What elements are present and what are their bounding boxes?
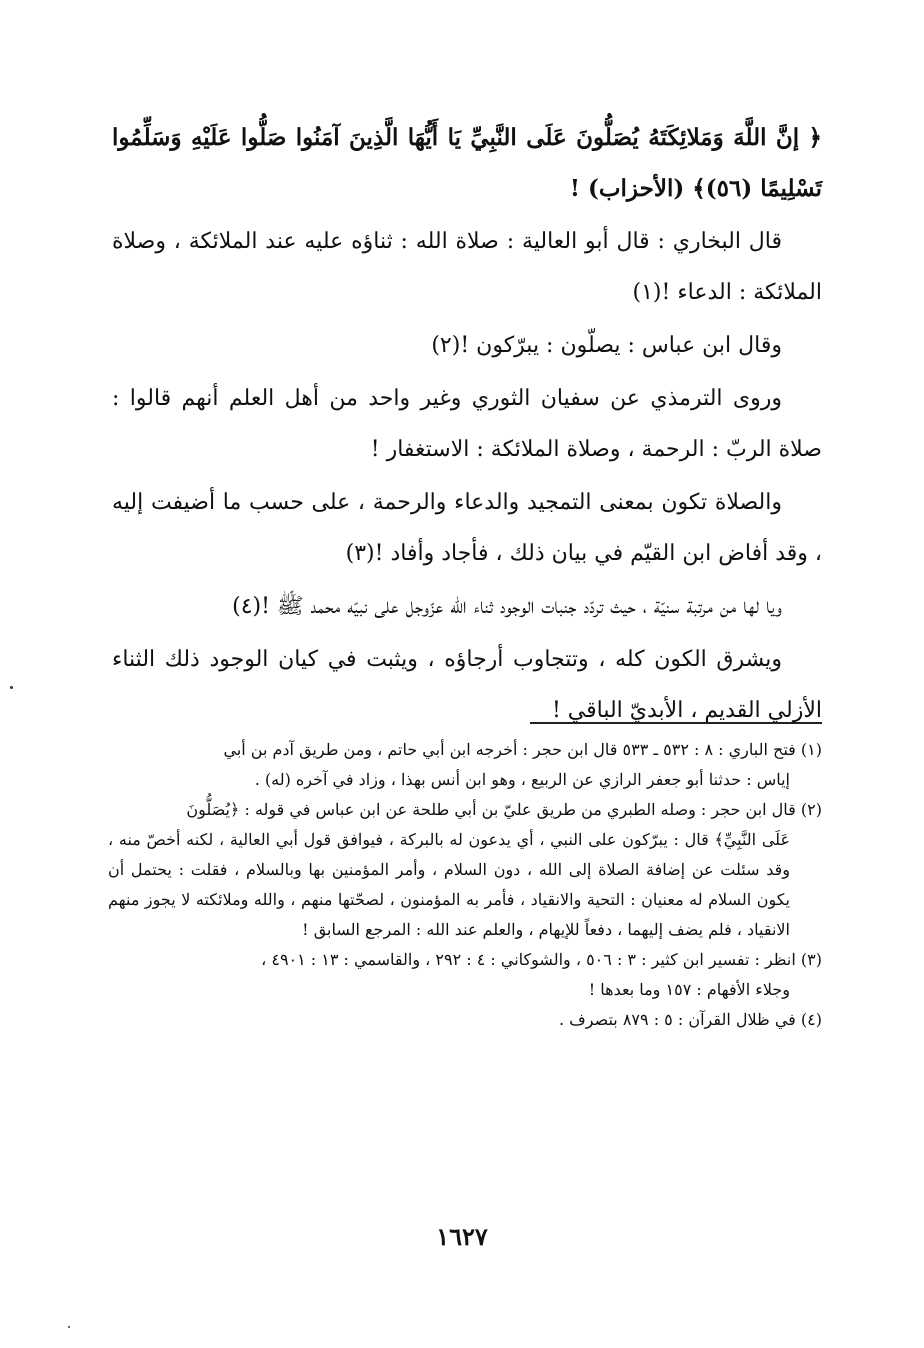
footnote-1-first-line: (١) فتح الباري : ٨ : ٥٣٢ ـ ٥٣٣ قال ابن حجر : أخرجه ابن أبي حاتم ، ومن طريق آدم بن أبي — [223, 740, 822, 759]
footnote-4 — [108, 1005, 822, 1035]
scan-speck — [10, 686, 13, 689]
footnote-3-continuation: وجلاء الأفهام : ١٥٧ وما بعدها ! — [588, 980, 790, 999]
paragraph-universe: ويشرق الكون كله ، وتتجاوب أرجاؤه ، ويثبت في كيان الوجود ذلك الثناء الأزلي القديم ، الأبديّ الباقي ! — [112, 647, 822, 723]
page-number: ١٦٢٧ — [436, 1222, 488, 1251]
footnote-divider — [530, 722, 822, 724]
main-text — [112, 112, 822, 738]
paragraph-salat-meaning: والصلاة تكون بمعنى التمجيد والدعاء والرحمة ، على حسب ما أضيفت إليه ، وقد أفاض ابن القيّم في بيان ذلك ، فأجاد وأفاد !(٣) — [112, 490, 822, 566]
paragraph-bukhari: قال البخاري : قال أبو العالية : صلاة الله : ثناؤه عليه عند الملائكة ، وصلاة الملائكة : الدعاء !(١) — [112, 229, 822, 305]
footnote-3-first-line: (٣) انظر : تفسير ابن كثير : ٣ : ٥٠٦ ، والشوكاني : ٤ : ٢٩٢ ، والقاسمي : ١٣ : ٤٩٠١ ، — [261, 950, 822, 969]
footnote-1 — [108, 735, 822, 795]
footnote-3 — [108, 945, 822, 1005]
scan-speck — [68, 1326, 70, 1328]
paragraph-high-rank: ويا لها من مرتبة سنيّة ، حيث تردّد جنبات الوجود ثناء الله عزّوجل على نبيّه محمد ﷺ !(٤) — [232, 594, 782, 619]
footnote-2-continuation: عَلَى النَّبِيِّ﴾ قال : يبرّكون على النبي ، أي يدعون له بالبركة ، فيوافق قول أبي العالية ، لكنه أخصّ منه ، وقد سئلت عن إضافة الصلاة إلى الله ، دون السلام ، وأمر المؤمنين بها وبالسلام ، فقلت : يحتمل أن يكون السلام له معنيان : التحية والانقياد ، فأمر به المؤمنون ، لصحّتها منهم ، والله وملائكته لا يجوز منهم الانقياد ، فلم يضف إليهما ، دفعاً للإيهام ، والعلم عند الله : المرجع السابق ! — [108, 830, 790, 939]
footnote-4-first-line: (٤) في ظلال القرآن : ٥ : ٨٧٩ بتصرف . — [559, 1010, 822, 1029]
footnote-2 — [108, 795, 822, 945]
footnotes — [108, 735, 822, 1035]
footnote-1-continuation: إياس : حدثنا أبو جعفر الرازي عن الربيع ، وهو ابن أنس بهذا ، وزاد في آخره (له) . — [254, 770, 790, 789]
footnote-2-first-line: (٢) قال ابن حجر : وصله الطبري من طريق عليّ بن أبي طلحة عن ابن عباس في قوله : ﴿يُصَلُّونَ — [186, 800, 822, 819]
paragraph-tirmidhi: وروى الترمذي عن سفيان الثوري وغير واحد من أهل العلم أنهم قالوا : صلاة الربّ : الرحمة ، وصلاة الملائكة : الاستغفار ! — [112, 386, 822, 462]
paragraph-ibn-abbas: وقال ابن عباس : يصلّون : يبرّكون !(٢) — [431, 333, 782, 358]
quran-verse: ﴿ إنَّ اللَّهَ وَمَلائِكَتَهُ يُصَلُّونَ عَلَى النَّبِيِّ يَا أَيُّهَا الَّذِينَ آمَنُوا صَلُّوا عَلَيْهِ وَسَلِّمُوا تَسْلِيمًا (٥٦)﴾ (الأحزاب) ! — [112, 124, 822, 202]
